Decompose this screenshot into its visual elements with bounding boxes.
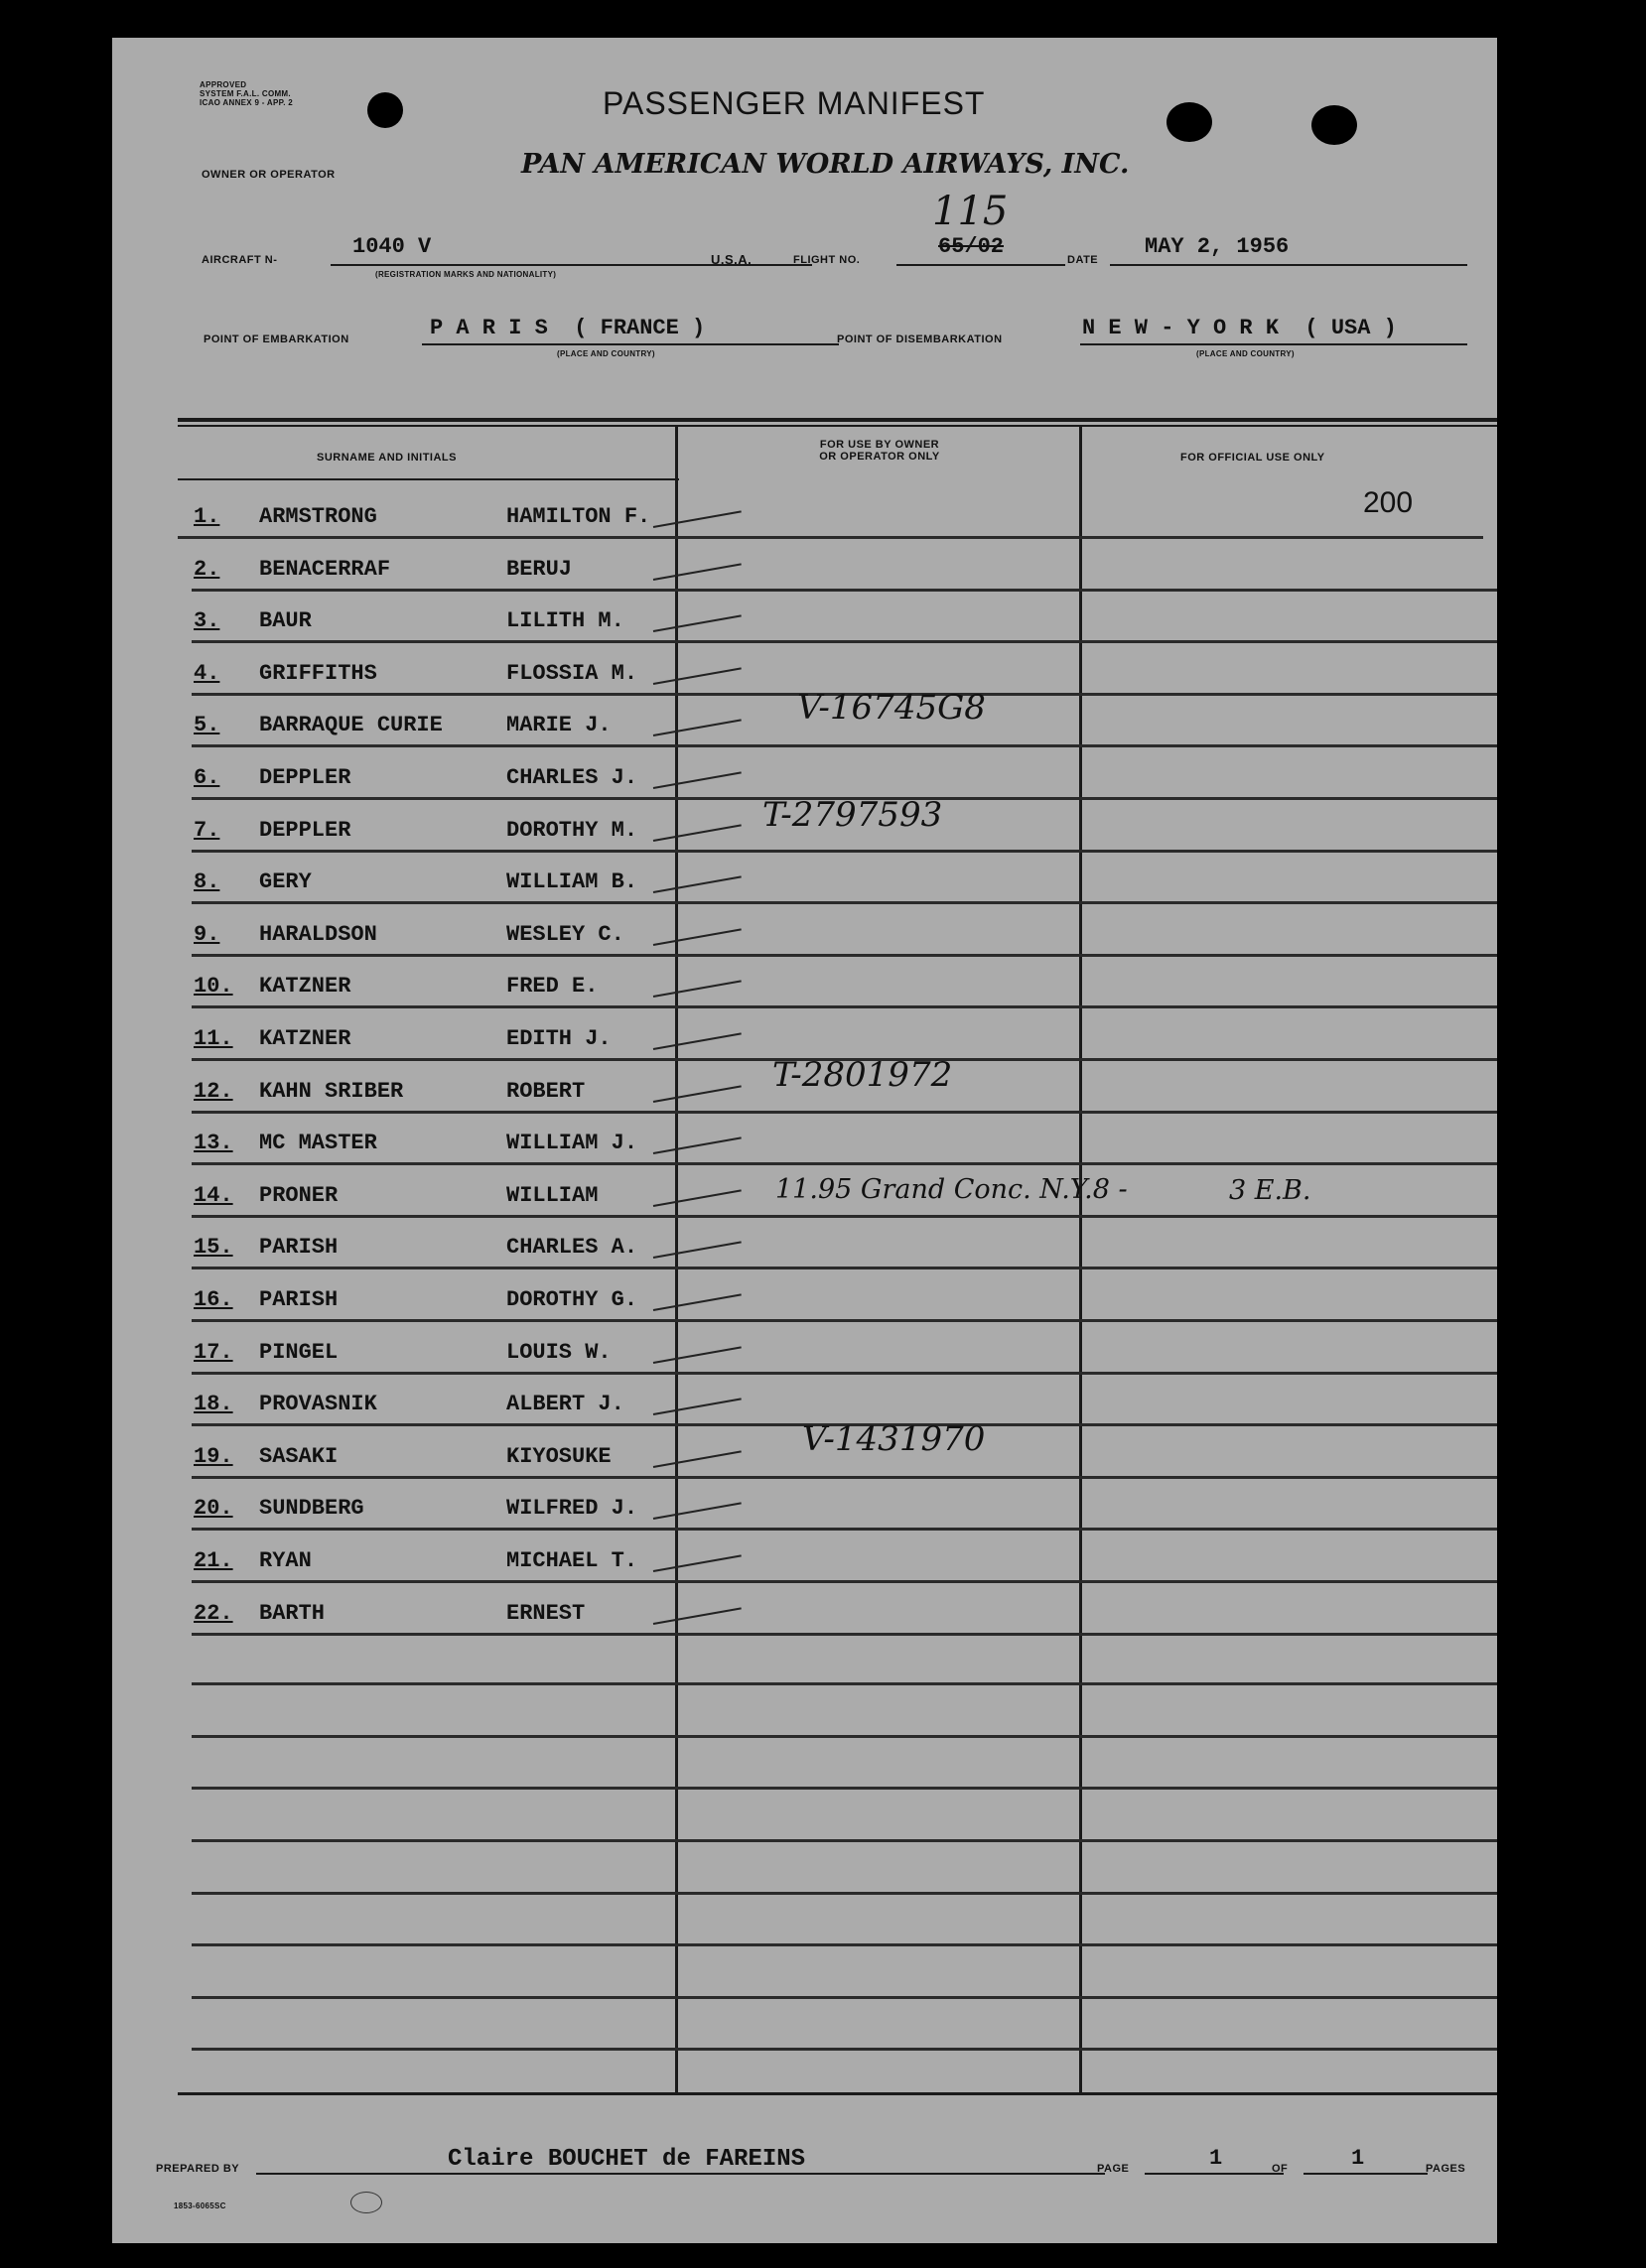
row-rule [192, 744, 1497, 747]
document-title: PASSENGER MANIFEST [603, 85, 986, 121]
passenger-initials: DOROTHY G. [506, 1287, 638, 1312]
row-number: 1. [194, 504, 220, 529]
passenger-initials: WILLIAM [506, 1182, 599, 1208]
check-mark [653, 824, 742, 842]
passenger-initials: FRED E. [506, 974, 599, 1000]
row-number: 11. [194, 1026, 233, 1051]
row-number: 15. [194, 1235, 233, 1261]
aircraft-value: 1040 V [352, 234, 432, 259]
passport-note: T-2801972 [772, 1055, 953, 1095]
passenger-surname: PRONER [259, 1182, 339, 1208]
passenger-initials: WILLIAM B. [506, 869, 638, 895]
col-operator-header: FOR USE BY OWNER OR OPERATOR ONLY [819, 439, 940, 463]
passenger-initials: ALBERT J. [506, 1392, 624, 1417]
check-mark [653, 1085, 742, 1103]
check-mark [653, 928, 742, 946]
prepared-label: PREPARED BY [156, 2163, 240, 2175]
embark-value: P A R I S ( FRANCE ) [430, 316, 706, 340]
row-number: 10. [194, 974, 233, 1000]
of-label: OF [1272, 2163, 1289, 2175]
blank-row-rule [192, 2048, 1497, 2051]
passenger-initials: BERUJ [506, 556, 573, 582]
passenger-initials: MARIE J. [506, 713, 612, 738]
row-rule [192, 1215, 1497, 1218]
row-rule [178, 536, 1483, 539]
row-number: 22. [194, 1600, 233, 1626]
official-note: 200 [1363, 486, 1414, 519]
row-number: 8. [194, 869, 220, 895]
pages-label: PAGES [1426, 2163, 1466, 2175]
row-number: 12. [194, 1078, 233, 1104]
row-number: 9. [194, 921, 220, 947]
divider [1080, 343, 1467, 345]
passenger-surname: KAHN SRIBER [259, 1078, 404, 1104]
check-mark [653, 1607, 742, 1625]
passenger-initials: CHARLES A. [506, 1235, 638, 1261]
row-rule [192, 1111, 1497, 1114]
blank-row-rule [192, 1996, 1497, 1999]
passenger-initials: WILFRED J. [506, 1496, 638, 1522]
aircraft-label: AIRCRAFT N- [202, 254, 278, 266]
punch-hole [1166, 102, 1212, 142]
row-rule [192, 1633, 1497, 1636]
divider [1145, 2173, 1284, 2175]
row-number: 18. [194, 1392, 233, 1417]
check-mark [653, 1242, 742, 1260]
check-mark [653, 1503, 742, 1521]
passenger-surname: KATZNER [259, 1026, 351, 1051]
flight-correction: 115 [932, 189, 1009, 234]
passenger-initials: HAMILTON F. [506, 504, 651, 529]
owner-label: OWNER OR OPERATOR [202, 169, 336, 181]
check-mark [653, 1554, 742, 1572]
check-mark [653, 1189, 742, 1207]
passenger-initials: LOUIS W. [506, 1339, 612, 1365]
check-mark [653, 1450, 742, 1468]
passenger-initials: ERNEST [506, 1600, 586, 1626]
blank-row-rule [192, 1839, 1497, 1842]
passenger-surname: RYAN [259, 1548, 312, 1573]
passport-note: V-1431970 [802, 1419, 986, 1459]
passenger-initials: WILLIAM J. [506, 1131, 638, 1156]
row-rule [192, 954, 1497, 957]
row-rule [192, 1580, 1497, 1583]
passenger-surname: SASAKI [259, 1443, 339, 1469]
row-rule [192, 1372, 1497, 1375]
check-mark [653, 1032, 742, 1050]
date-value: MAY 2, 1956 [1145, 234, 1290, 259]
embark-label: POINT OF EMBARKATION [204, 334, 349, 345]
passenger-initials: MICHAEL T. [506, 1548, 638, 1573]
divider [1303, 2173, 1428, 2175]
blank-row-rule [192, 1943, 1497, 1946]
row-number: 7. [194, 817, 220, 843]
passenger-initials: EDITH J. [506, 1026, 612, 1051]
passenger-initials: FLOSSIA M. [506, 660, 638, 686]
place-caption: (PLACE AND COUNTRY) [1196, 349, 1295, 358]
divider [1110, 264, 1467, 266]
row-rule [192, 901, 1497, 904]
row-rule [192, 1319, 1497, 1322]
passenger-surname: BARTH [259, 1600, 326, 1626]
passenger-surname: DEPPLER [259, 765, 351, 790]
check-mark [653, 615, 742, 633]
manifest-sheet [112, 38, 1497, 2243]
passenger-surname: GERY [259, 869, 312, 895]
approval-stamp: APPROVED SYSTEM F.A.L. COMM. ICAO ANNEX 9 - APP. 2 [200, 80, 294, 107]
check-mark [653, 1137, 742, 1155]
blank-row-rule [192, 1787, 1497, 1790]
check-mark [653, 771, 742, 789]
disembark-value: N E W - Y O R K ( USA ) [1082, 316, 1397, 340]
row-number: 2. [194, 556, 220, 582]
row-number: 5. [194, 713, 220, 738]
check-mark [653, 667, 742, 685]
pages-value: 1 [1351, 2146, 1365, 2171]
date-label: DATE [1067, 254, 1099, 266]
row-number: 20. [194, 1496, 233, 1522]
row-rule [192, 589, 1497, 592]
row-number: 4. [194, 660, 220, 686]
row-number: 21. [194, 1548, 233, 1573]
check-mark [653, 720, 742, 737]
check-mark [653, 876, 742, 894]
passenger-initials: LILITH M. [506, 608, 624, 634]
passenger-surname: HARALDSON [259, 921, 377, 947]
flight-value: 65/02 [938, 234, 1005, 259]
blank-row-rule [192, 1735, 1497, 1738]
table-top-rule [178, 418, 1497, 422]
passport-note: T-2797593 [762, 795, 943, 835]
header-rule [178, 478, 679, 480]
check-mark [653, 510, 742, 528]
col-official-header: FOR OFFICIAL USE ONLY [1180, 452, 1325, 464]
row-rule [192, 1476, 1497, 1479]
row-rule [192, 640, 1497, 643]
row-rule [192, 1267, 1497, 1269]
punch-hole [367, 92, 403, 128]
page-value: 1 [1209, 2146, 1223, 2171]
blank-row-rule [192, 1682, 1497, 1685]
passenger-surname: PARISH [259, 1235, 339, 1261]
disembark-label: POINT OF DISEMBARKATION [837, 334, 1003, 345]
footer-rule [178, 2092, 1497, 2095]
check-mark [653, 981, 742, 999]
place-caption: (PLACE AND COUNTRY) [557, 349, 655, 358]
punch-hole [1311, 105, 1357, 145]
row-number: 16. [194, 1287, 233, 1312]
blank-row-rule [192, 1892, 1497, 1895]
divider [256, 2173, 1105, 2175]
row-rule [192, 1162, 1497, 1165]
usa-label: U.S.A. [711, 252, 753, 267]
passenger-initials: DOROTHY M. [506, 817, 638, 843]
divider [896, 264, 1065, 266]
registration-caption: (REGISTRATION MARKS AND NATIONALITY) [375, 270, 557, 279]
passenger-initials: CHARLES J. [506, 765, 638, 790]
row-rule [192, 1005, 1497, 1008]
prepared-by: Claire BOUCHET de FAREINS [448, 2146, 806, 2173]
passenger-initials: WESLEY C. [506, 921, 624, 947]
passenger-surname: PINGEL [259, 1339, 339, 1365]
official-address-note: 3 E.B. [1229, 1175, 1311, 1206]
row-number: 19. [194, 1443, 233, 1469]
row-number: 17. [194, 1339, 233, 1365]
table-top-rule [178, 425, 1497, 427]
passenger-surname: GRIFFITHS [259, 660, 377, 686]
page-label: PAGE [1097, 2163, 1130, 2175]
passenger-surname: PROVASNIK [259, 1392, 377, 1417]
check-mark [653, 1293, 742, 1311]
check-mark [653, 1399, 742, 1416]
row-rule [192, 1528, 1497, 1531]
col-surname-header: SURNAME AND INITIALS [317, 452, 457, 464]
row-number: 13. [194, 1131, 233, 1156]
divider [422, 343, 839, 345]
passenger-surname: SUNDBERG [259, 1496, 364, 1522]
printing-seal [350, 2192, 382, 2213]
passenger-surname: DEPPLER [259, 817, 351, 843]
row-number: 14. [194, 1182, 233, 1208]
passenger-initials: KIYOSUKE [506, 1443, 612, 1469]
check-mark [653, 563, 742, 581]
passenger-surname: BARRAQUE CURIE [259, 713, 443, 738]
passenger-surname: KATZNER [259, 974, 351, 1000]
passenger-surname: PARISH [259, 1287, 339, 1312]
passenger-initials: ROBERT [506, 1078, 586, 1104]
check-mark [653, 1346, 742, 1364]
passenger-surname: ARMSTRONG [259, 504, 377, 529]
address-note: 11.95 Grand Conc. N.Y.8 - [775, 1174, 1128, 1205]
passenger-surname: MC MASTER [259, 1131, 377, 1156]
passenger-surname: BAUR [259, 608, 312, 634]
row-rule [192, 850, 1497, 853]
flight-label: FLIGHT NO. [793, 254, 861, 266]
operator-name: PAN AMERICAN WORLD AIRWAYS, INC. [521, 149, 1130, 180]
form-number: 1853-6065SC [174, 2201, 226, 2210]
passport-note: V-16745G8 [797, 688, 986, 728]
row-number: 3. [194, 608, 220, 634]
passenger-surname: BENACERRAF [259, 556, 391, 582]
row-number: 6. [194, 765, 220, 790]
